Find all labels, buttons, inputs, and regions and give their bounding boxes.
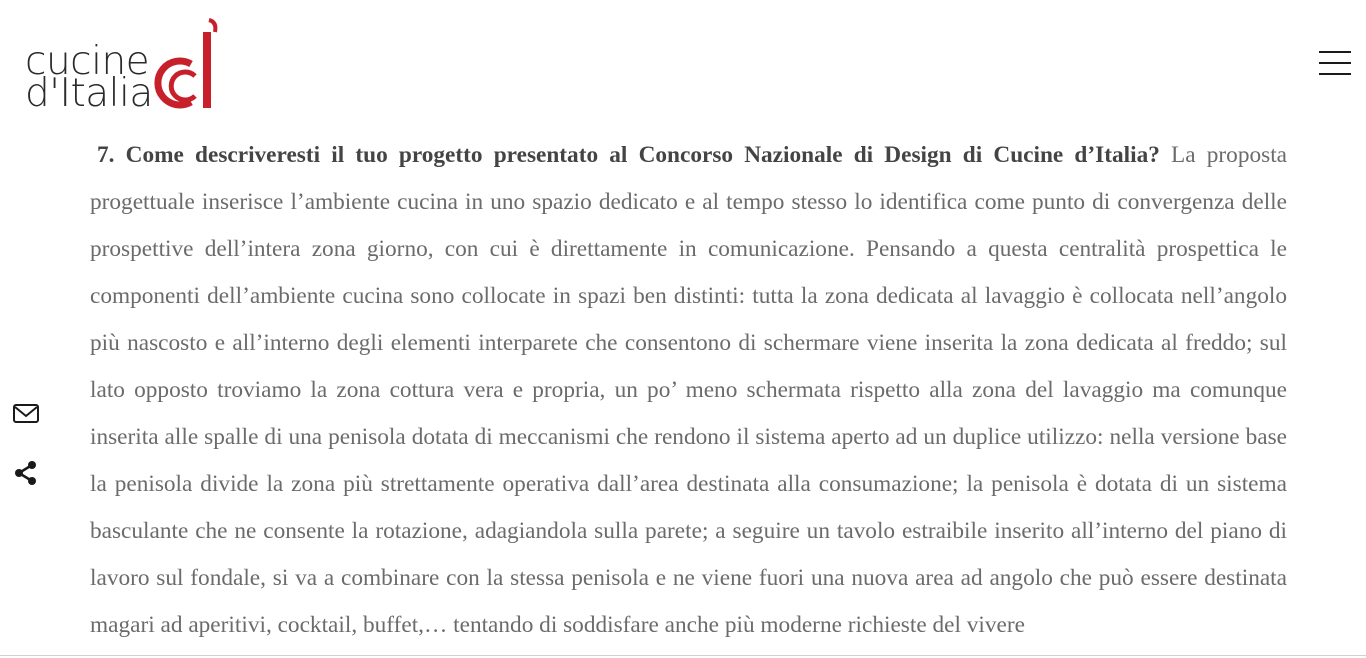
- interview-question: 7. Come descriveresti il tuo progetto presentato al Concorso Nazionale di Design di Cucine d’Italia?: [97, 142, 1160, 168]
- envelope-icon[interactable]: [12, 400, 40, 428]
- interview-answer-paragraph: [90, 132, 1287, 649]
- share-icon[interactable]: [12, 459, 40, 487]
- site-logo[interactable]: [25, 18, 225, 116]
- menu-bar: [1319, 51, 1351, 53]
- bottom-divider: [0, 655, 1366, 656]
- logo-text-ditalia: d'Italia: [25, 71, 153, 116]
- logo-cdi-mark: [151, 18, 223, 110]
- menu-bar: [1319, 62, 1351, 64]
- logo-text-cucine: cucine: [25, 39, 150, 84]
- interview-answer: La proposta progettuale inserisce l’ambiente cucina in uno spazio dedicato e al tempo stesso lo identifica come punto di convergenza delle prospettive dell’intera zona giorno, con cui è direttamente in comunicazione. Pensando a questa centralità prospettica le componenti dell’ambiente cucina sono collocate in spazi ben distinti: tutta la zona dedicata al lavaggio è collocata nell’angolo più nascosto e all’interno degli elementi interparete che consentono di schermare viene inserita la zona dedicata al freddo; sul lato opposto troviamo la zona cottura vera e propria, un po’ meno schermata rispetto alla zona del lavaggio ma comunque inserita alle spalle di una penisola dotata di meccanismi che rendono il sistema aperto ad un duplice utilizzo: nella versione base la penisola divide la zona più strettamente operativa dall’area destinata alla consumazione; la penisola è dotata di un sistema basculante che ne consente la rotazione, adagiandola sulla parete; a seguire un tavolo estraibile inserito all’interno del piano di lavoro sul fondale, si va a combinare con la stessa penisola e ne viene fuori una nuova area ad angolo che può essere destinata magari ad aperitivi, cocktail, buffet,… tentando di soddisfare anche più moderne richieste del vivere: [90, 142, 1288, 638]
- hamburger-menu-button[interactable]: [1318, 48, 1352, 78]
- menu-bar: [1319, 73, 1351, 75]
- side-share-bar: [12, 400, 44, 518]
